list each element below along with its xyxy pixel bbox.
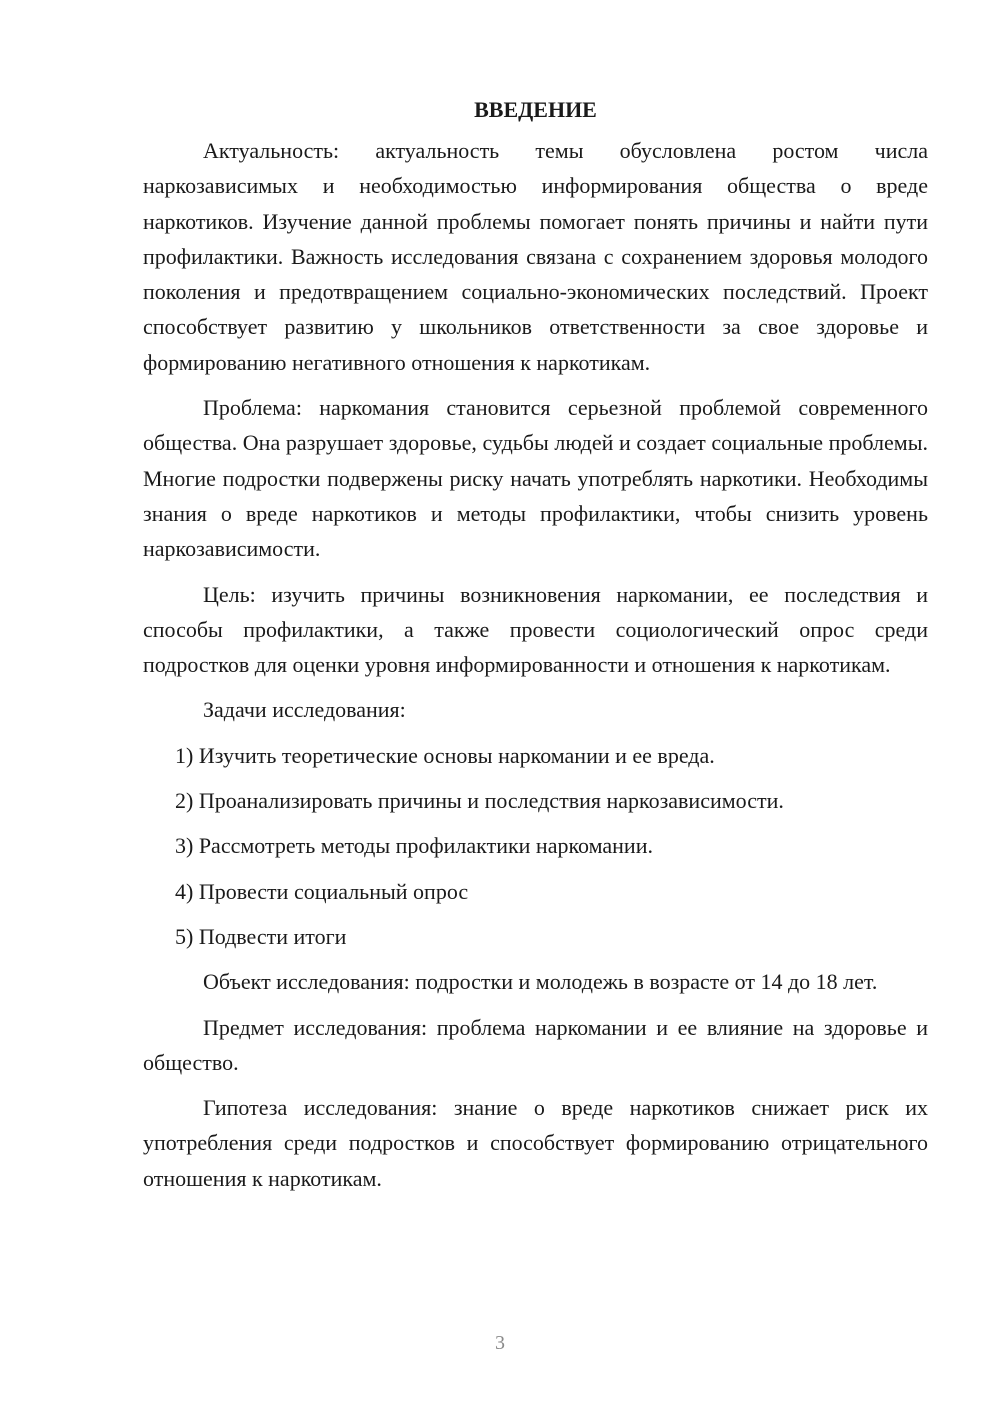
- list-item: 2) Проанализировать причины и последствия наркозависимости.: [175, 788, 784, 814]
- relevance-paragraph: Актуальность: актуальность темы обусловлена ростом числа наркозависимых и необходимостью информирования общества о вреде наркотиков. Изучение данной проблемы помогает понять причины и найти пути профилактики. Важность исследования связана с сохранением здоровья молодого поколения и предотвращением социально-экономических последствий. Проект способствует развитию у школьников ответственности за свое здоровье и формированию негативного отношения к наркотикам.: [143, 138, 928, 375]
- goal-paragraph: Цель: изучить причины возникновения наркомании, ее последствия и способы профилактики, а также провести социологический опрос среди подростков для оценки уровня информированности и отношения к наркотикам.: [143, 581, 928, 678]
- page-title: ВВЕДЕНИЕ: [474, 97, 597, 122]
- subject-paragraph: Предмет исследования: проблема наркомании и ее влияние на здоровье и общество.: [143, 1014, 928, 1075]
- problem-paragraph: Проблема: наркомания становится серьезной проблемой современного общества. Она разрушает здоровье, судьбы людей и создает социальные проблемы. Многие подростки подвержены риску начать употреблять наркотики. Необходимы знания о вреде наркотиков и методы профилактики, чтобы снизить уровень наркозависимости.: [143, 395, 928, 562]
- list-item: 3) Рассмотреть методы профилактики наркомании.: [175, 833, 653, 859]
- list-item: 5) Подвести итоги: [175, 923, 347, 949]
- document-body: [143, 92, 928, 1206]
- page-number: 3: [495, 1332, 505, 1354]
- list-item: 1) Изучить теоретические основы наркомании и ее вреда.: [175, 742, 715, 768]
- tasks-list: [143, 738, 928, 954]
- object-paragraph: Объект исследования: подростки и молодежь в возрасте от 14 до 18 лет.: [203, 969, 878, 995]
- list-item: 4) Провести социальный опрос: [175, 878, 469, 904]
- hypothesis-paragraph: Гипотеза исследования: знание о вреде наркотиков снижает риск их употребления среди подростков и способствует формированию отрицательного отношения к наркотикам.: [143, 1095, 928, 1191]
- tasks-heading: Задачи исследования:: [203, 697, 406, 723]
